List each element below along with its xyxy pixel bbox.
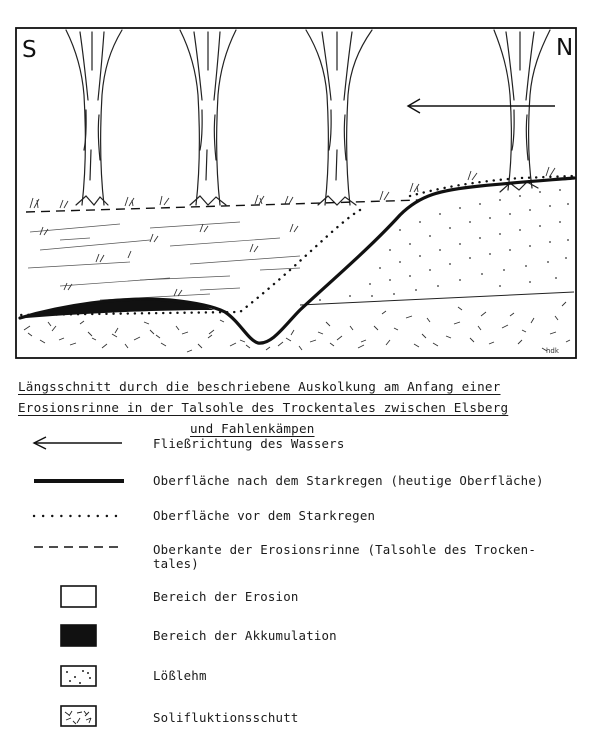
legend-erosion: Bereich der Erosion: [153, 589, 299, 604]
caption-line-1: Längsschnitt durch die beschriebene Auskolkung am Anfang einer: [18, 379, 501, 394]
legend-flow-direction: Fließrichtung des Wassers: [153, 436, 345, 451]
legend-symbol-accumulation: [61, 625, 96, 646]
legend-symbol-solifluction: [61, 706, 96, 726]
legend-surface-after: Oberfläche nach dem Starkregen (heutige Oberfläche): [153, 473, 544, 488]
signature: hdk: [546, 347, 559, 355]
legend-gully-top-1: Oberkante der Erosionsrinne (Talsohle des Trocken-: [153, 542, 536, 557]
legend-gully-top-2: tales): [153, 556, 199, 571]
legend-symbol-erosion: [61, 586, 96, 607]
direction-label-north: N: [556, 35, 574, 61]
legend-solifluction: Solifluktionsschutt: [153, 710, 299, 725]
legend-loess-loam: Lößlehm: [153, 668, 207, 683]
direction-label-south: S: [22, 37, 37, 63]
legend-accumulation: Bereich der Akkumulation: [153, 628, 337, 643]
figure-caption: [18, 376, 588, 439]
legend-symbol-loess-loam: [61, 666, 96, 686]
caption-line-3: und Fahlenkämpen: [190, 421, 315, 436]
legend-surface-before: Oberfläche vor dem Starkregen: [153, 508, 376, 523]
caption-line-2: Erosionsrinne in der Talsohle des Trockentales zwischen Elsberg: [18, 400, 509, 415]
